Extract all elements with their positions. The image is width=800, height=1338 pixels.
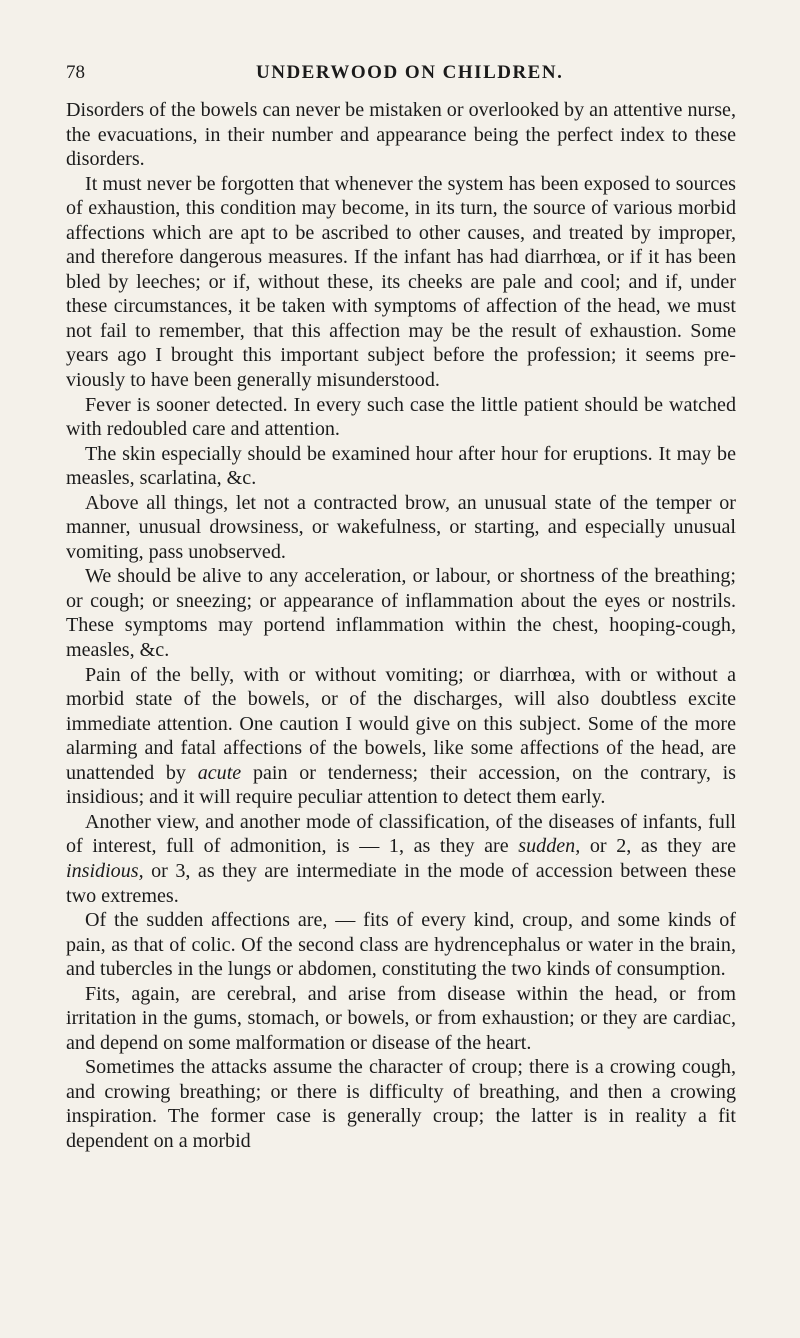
text-run: Pain of the belly, with or without vomiting; or diarrhœa, with or without a morbid state of the bowels, or of the discharges, will also doubtless excite immediate attention. One caution I would give on this subject. Some of the more alarming and fatal affections of the bowels, like some affections of the head, are unattended by [66, 663, 736, 784]
paragraph: We should be alive to any acceleration, or labour, or shortness of the breathing; or cough; or sneezing; or appearance of inflammation about the eyes or nostrils. These symptoms may portend inflammation within the chest, hooping-cough, measles, &c. [66, 565, 736, 662]
running-title: UNDERWOOD ON CHILDREN. [256, 62, 564, 83]
running-header [66, 62, 736, 98]
body-text [66, 98, 736, 1154]
text-run: or 2, as they are [580, 835, 736, 858]
paragraph: It must never be forgotten that whenever the system has been exposed to sources of exhaustion, this condition may become, in its turn, the source of various morbid affections which are apt to be ascribed to other causes, and treated by improper, and therefore dangerous measures. If the infant has had diarrhœa, or if it has been bled by leeches; or if, without these, its cheeks are pale and cool; and if, under these circumstances, it be taken with symptoms of affection of the head, we must not fail to remember, that this affection may be the result of exhaustion. Some years ago I brought this important subject before the profession; it seems previously to have been generally misunderstood. [66, 172, 736, 392]
paragraph: Of the sudden affections are, — fits of every kind, croup, and some kinds of pain, as that of colic. Of the second class are hydrencephalus or water in the brain, and tubercles in the lungs or abdomen, constituting the two kinds of consumption. [66, 909, 736, 981]
paragraph [66, 810, 736, 908]
italic-term: acute [197, 761, 242, 784]
paragraph [66, 663, 736, 810]
paragraph: Sometimes the attacks assume the character of croup; there is a crowing cough, and crowing breathing; or there is difficulty of breathing, and then a crowing inspiration. The former case is generally croup; the latter is in reality a fit dependent on a morbid [66, 1056, 736, 1152]
text-run: pain or tenderness; their accession, on the contrary, is insidious; and it will require peculiar attention to detect them early. [66, 761, 736, 809]
italic-term: sudden, [518, 835, 581, 858]
text-run: or 3, as they are intermediate in the mode of accession between these two extremes. [66, 859, 736, 907]
paragraph: The skin especially should be examined hour after hour for eruptions. It may be measles, scarlatina, &c. [66, 442, 736, 490]
paragraph: Fever is sooner detected. In every such case the little patient should be watched with redoubled care and attention. [66, 393, 736, 441]
page-number: 78 [66, 62, 85, 83]
paragraph: Above all things, let not a contracted brow, an unusual state of the temper or manner, unusual drowsiness, or wakefulness, or starting, and especially unusual vomiting, pass unobserved. [66, 491, 736, 563]
paragraph: Disorders of the bowels can never be mistaken or overlooked by an attentive nurse, the evacuations, in their number and appearance being the perfect index to these disorders. [66, 99, 736, 171]
text-run: Another view, and another mode of classification, of the diseases of infants, full of interest, full of admonition, is — 1, as they are [66, 810, 736, 858]
paragraph: Fits, again, are cerebral, and arise from disease within the head, or from irritation in the gums, stomach, or bowels, or from exhaustion; or they are cardiac, and depend on some malformation or disease of the heart. [66, 982, 736, 1054]
italic-term: insidious, [66, 859, 144, 882]
